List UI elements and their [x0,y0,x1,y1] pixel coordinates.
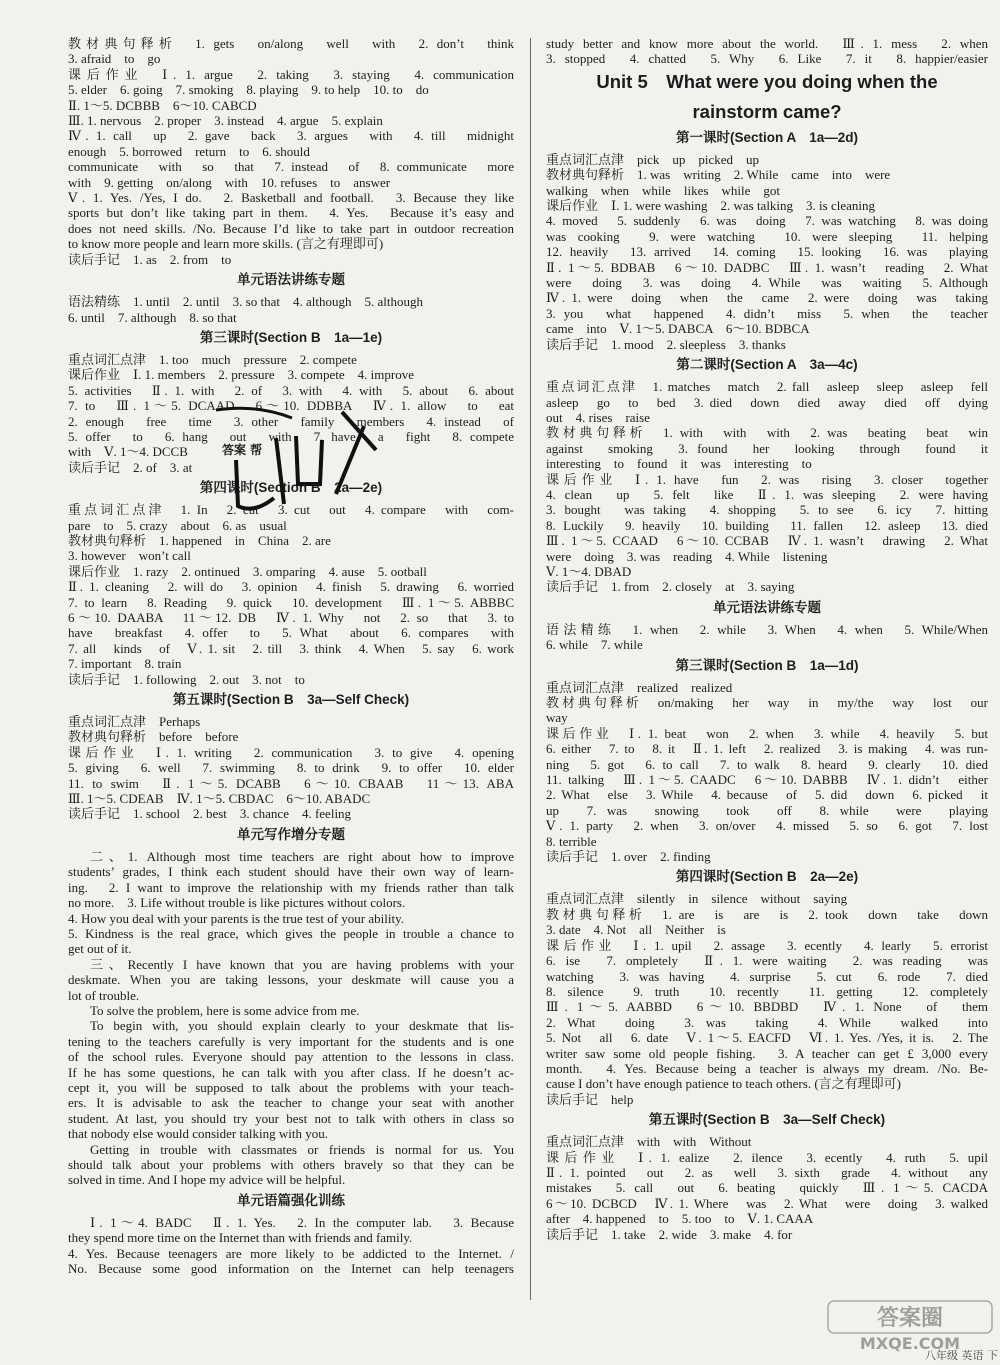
answer-line: 7. all kinds of Ⅴ. 1. sit 2. till 3. think 4. When 5. say 6. work [68,640,514,656]
answer-line: 4. moved 5. suddenly 6. was doing 7. was watching 8. was doing [546,213,988,229]
section-heading: 第二课时(Section A 3a—4c) [676,357,858,373]
answer-line: 重点词汇点津 pick up picked up [546,151,760,167]
answer-line: with Ⅴ. 1～4. DCCB [68,444,188,460]
section-heading: 第三课时(Section B 1a—1d) [675,657,859,673]
section-heading: 第五课时(Section B 3a—Self Check) [648,1112,886,1128]
answer-line: Ⅱ. 1. pointed out 2. as well 3. sixth grade 4. without any [546,1164,988,1180]
answer-line: 课后作业 Ⅰ. 1. were washing 2. was talking 3. is cleaning [546,198,875,214]
answer-line: 3. date 4. Not all Neither is [546,922,726,938]
answer-line: 读后手记 1. as 2. from to [68,251,232,267]
answer-line: ers. It is advisable to ask the teacher to change your seat with another [68,1095,514,1111]
answer-line: Ⅲ. 1～5. CDEAB Ⅳ. 1～5. CBDAC 6～10. ABADC [68,791,371,807]
answer-line: 课后作业 Ⅰ. 1. members 2. pressure 3. compete 4. improve [68,367,414,383]
answer-line: 6～10. DAABA 11～12. DB Ⅳ. 1. Why not 2. so that 3. to [68,610,514,625]
answer-line: deskmate. When you are taking lessons, your deskmate will cause you a [68,972,514,988]
answer-line: 6. ise 7. ompletely Ⅱ. 1. were waiting 2. was reading was [546,953,988,969]
answer-line: 重点词汇点津 1. matches match 2. fall asleep sleep asleep fell [546,379,988,395]
section-heading: 单元语法讲练专题 [713,599,821,615]
answer-line: 5. Kindness is the real grace, which gives the people in trouble a chance to [68,925,514,941]
answer-line: tening to the teachers carefully is very important for the students and is one [68,1033,514,1049]
answer-line: 重点词汇点津 with with Without [546,1134,752,1150]
answer-line: 5. elder 6. going 7. smoking 8. playing 9. to help 10. to do [68,82,429,98]
answer-line: Ⅱ. 1. cleaning 2. will do 3. opinion 4. finish 5. drawing 6. worried [68,579,514,595]
answer-line: 重点词汇点津 1. In 2. cut 3. cut out 4. compare with com- [68,502,514,518]
answer-line: out 4. rises raise [546,409,650,425]
answer-line: get out of it. [68,941,132,957]
answer-line: that nobody else would consider talking with you. [68,1126,328,1142]
answer-line: 课后作业 Ⅰ. 1. beat won 2. when 3. while 4. heavily 5. but [546,725,988,741]
answer-line: 重点词汇点津 Perhaps [68,714,201,730]
section-heading: 第三课时(Section B 1a—1e) [199,329,383,345]
answer-line: 重点词汇点津 1. too much pressure 2. compete [68,351,357,367]
section-heading: 第一课时(Section A 1a—2d) [675,129,859,145]
answer-line: 11. to swim Ⅱ. 1～5. DCABB 6～10. CBAAB 11～13. ABA [68,775,514,791]
unit-title: rainstorm came? [692,100,842,122]
answer-line: ning 5. got 6. to call 7. to walk 8. heard 9. clearly 10. died [546,756,988,772]
answer-line: Ⅳ. 1. were doing when the came 2. were doing was taking [546,290,988,306]
answer-line: 读后手记 1. mood 2. sleepless 3. thanks [546,336,786,352]
answer-line: study better and know more about the world. Ⅲ. 1. mess 2. when [546,36,988,51]
answer-line: came into Ⅴ. 1～5. DABCA 6～10. BDBCA [546,321,810,337]
answer-line: walking when while likes while got [546,182,780,198]
answer-line: 12. heavily 13. arrived 14. coming 15. looking 16. was playing [546,244,988,260]
answer-line: 4. How you deal with your parents is the true test of your ability. [68,910,405,926]
answer-line: Ⅴ. 1～4. DBAD [546,563,632,579]
answer-line: solved in time. And I hope my advice will be helpful. [68,1172,346,1188]
answer-line: 重点词汇点津 silently in silence without saying [546,891,848,907]
stamp-text: 答案 帮 [222,443,263,457]
answer-line: Ⅰ. 1～4. BADC Ⅱ. 1. Yes. 2. In the computer lab. 3. Because [90,1214,514,1230]
answer-line: Ⅳ. 1. call up 2. gave back 3. argues with 4. till midnight [68,128,514,144]
answer-line: 语法精练 1. until 2. until 3. so that 4. although 5. although [68,294,423,310]
answer-line: Ⅲ. 1. nervous 2. proper 3. instead 4. argue 5. explain [68,113,383,129]
answer-line: they spend more time on the Internet than with friends and family. [68,1230,413,1246]
answer-line: 课后作业 Ⅰ. 1. argue 2. taking 3. staying 4. communication [68,66,514,82]
answer-line: 5. offer to 6. hang out with 7. have a fight 8. compete [68,428,514,444]
answer-line: were doing 3. was reading 4. While listening [546,548,828,564]
answer-line: cept it, you will be supposed to talk about the problems with your teach- [68,1079,514,1095]
answer-line: after 4. happened to 5. too to Ⅴ. 1. CAAA [546,1211,814,1227]
answer-line: 读后手记 2. of 3. at [68,459,193,475]
answer-line: To solve the problem, here is some advice from me. [90,1002,360,1018]
answer-line: 教材典句释析 1. was writing 2. While came into were [546,167,891,183]
answer-line: 4. Yes. Because teenagers are more likely to be addicted to the Internet. / [68,1245,514,1261]
answer-line: Ⅲ. 1～5. AABBD 6～10. BBDBD Ⅳ. 1. None of them [546,999,988,1015]
answer-line: Getting in trouble with classmates or friends is normal for us. You [90,1141,514,1157]
answer-column-left [68,36,514,1276]
answer-line: 教材典句释析 1. gets on/along well with 2. don’t think [68,36,514,51]
answer-line: 教材典句释析 1. with with with 2. was beating beat win [546,425,988,441]
answer-line: pare to 5. crazy about 6. as usual [68,517,287,533]
answer-line: does not need skills. /No. Because I’d like to take part in outdoor recreation [68,220,514,236]
answer-line: Ⅲ. 1～5. CCAAD 6～10. CCBAB Ⅳ. 1. wasn’t drawing 2. What [546,533,988,549]
answer-line: 7. to learn 8. Reading 9. quick 10. development Ⅲ. 1～5. ABBBC [68,594,514,610]
column-divider [530,38,531,1300]
answer-line: 教材典句释析 1. are is are is 2. took down take down [546,906,988,922]
answer-line: 课后作业 Ⅰ. 1. ealize 2. ilence 3. ecently 4. ruth 5. upil [546,1149,988,1165]
answer-line: No. Because some good information on the Internet can help teenagers [68,1261,514,1277]
section-heading: 单元语法讲练专题 [237,272,345,288]
answer-line: 课后作业 Ⅰ. 1. have fun 2. was rising 3. closer together [546,471,988,487]
answer-line: 6. either 7. to 8. it Ⅱ. 1. left 2. realized 3. is making 4. was run- [546,741,988,757]
section-heading: 单元语篇强化训练 [237,1192,345,1208]
answer-line: was cooking 9. were watching 10. were sleeping 11. helping [546,228,988,244]
answer-line: lot of trouble. [68,987,140,1003]
answer-line: month. 4. Yes. Because being a teacher is always my dream. /No. Be- [546,1060,988,1076]
answer-line: 6～10. DCBCD Ⅳ. 1. Where was 2. What were doing 3. walked [546,1195,988,1211]
answer-line: 读后手记 1. over 2. finding [546,849,711,865]
answer-line: 课后作业 1. razy 2. ontinued 3. omparing 4. ause 5. ootball [68,563,427,579]
answer-line: interesting to found it was interesting to [546,456,812,472]
answer-line: 3. afraid to go [68,51,161,67]
answer-line: 教材典句释析 1. happened in China 2. are [68,532,331,548]
answer-line: students’ grades, I think each student should have their own way of learn- [68,864,514,880]
page-corner-label: 八年级 英语 下 [925,1349,998,1362]
answer-line: 11. talking Ⅲ. 1～5. CAADC 6～10. DABBB Ⅳ. 1. didn’t either [546,772,988,788]
answer-line: Ⅱ. 1～5. DCBBB 6～10. CABCD [68,97,257,113]
answer-line: 3. however won’t call [68,548,191,564]
answer-line: 二、1. Although most time teachers are right about how to improve [90,848,514,864]
answer-line: 读后手记 1. take 2. wide 3. make 4. for [546,1226,793,1242]
answer-line: 8. silence 9. truth 10. recently 11. getting 12. completely [546,983,988,999]
answer-line: writer saw some old people fishing. 3. A teacher can get £ 3,000 every [546,1045,988,1061]
answer-line: 6. until 7. although 8. so that [68,309,237,325]
answer-line: 2. What else 3. While 4. because of 5. did down 6. picked it [546,787,988,803]
section-heading: 单元写作增分专题 [237,826,345,842]
answer-line: Ⅱ. 1～5. BDBAB 6～10. DADBC Ⅲ. 1. wasn’t reading 2. What [546,259,988,275]
answer-line: should talk about your problems with others bravely so that they can be [68,1157,514,1172]
answer-line: enough 5. borrowed return to 6. should [68,143,310,159]
answer-line: with 9. getting on/along with 10. refuses to answer [68,174,391,190]
answer-line: 读后手记 1. school 2. best 3. chance 4. feeling [68,806,352,822]
watermark-main: 答案圈 [876,1306,944,1331]
answer-column-right [546,36,988,1242]
section-heading: 第四课时(Section B 2a—2e) [199,480,383,496]
watermark-sub: MXQE.COM [859,1334,961,1353]
site-watermark [826,1297,994,1353]
answer-line: 7. important 8. train [68,656,182,672]
answer-line: 教材典句释析 on/making her way in my/the way lost our [546,695,988,710]
answer-line: against smoking 3. found her looking through found it [546,440,988,456]
answer-line: 3. stopped 4. chatted 5. Why 6. Like 7. it 8. happier/easier [546,51,988,67]
answer-line: 读后手记 help [546,1091,634,1107]
answer-line: 4. clean up 5. felt like Ⅱ. 1. was sleeping 2. were having [546,486,988,502]
section-heading: 第五课时(Section B 3a—Self Check) [172,692,410,708]
answer-line: 读后手记 1. from 2. closely at 3. saying [546,579,795,595]
answer-line: 教材典句释析 before before [68,729,239,745]
answer-line: If he has some questions, he can talk with you after class. If he doesn’t ac- [68,1064,514,1080]
answer-line: 2. enough free time 3. other family members 4. instead of [68,413,514,429]
answer-line: Ⅴ. 1. Yes. /Yes, I do. 2. Basketball and football. 3. Because they like [68,190,514,206]
answer-line: 课后作业 Ⅰ. 1. writing 2. communication 3. to give 4. opening [68,744,514,760]
answer-line: 3. bought was taking 4. shopping 5. to see 6. icy 7. hitting [546,502,988,518]
answer-line: no more. 3. Life without trouble is like pictures without colors. [68,895,406,911]
answer-line: 三、Recently I have known that you are having problems with your [90,956,514,972]
answer-line: watching 3. was having 4. surprise 5. cut 6. rode 7. died [546,968,988,984]
answer-line: up 7. was snowing took off 8. while were playing [546,802,988,818]
section-heading: 第四课时(Section B 2a—2e) [675,869,859,885]
answer-line: 重点词汇点津 realized realized [546,679,733,695]
answer-line: of the school rules. Everyone should pay attention to the lessons in class. [68,1049,514,1065]
answer-line: sports but don’t like taking part in them. 4. Yes. Because it’s easy and [68,205,514,221]
answer-line: 读后手记 1. following 2. out 3. not to [68,671,305,687]
answer-line: have breakfast 4. offer to 5. What about 6. compares with [68,625,514,641]
answer-line: 7. to Ⅲ. 1～5. DCAAD 6～10. DDBBA Ⅳ. 1. allow to eat [68,398,514,414]
answer-line: mistakes 5. call out 6. beating quickly Ⅲ. 1～5. CACDA [546,1180,988,1196]
answer-line: asleep go to bed 3. died down died away died off dying [546,394,988,410]
answer-line: 课后作业 Ⅰ. 1. upil 2. assage 3. ecently 4. learly 5. errorist [546,937,988,953]
answer-line: 语法精练 1. when 2. while 3. When 4. when 5. While/When [546,621,988,637]
answer-line: To begin with, you should explain clearly to your deskmate that lis- [90,1018,514,1034]
answer-line: student. At last, you should try your best not to talk with others in class so [68,1110,514,1126]
answer-line: 5. activities Ⅱ. 1. with 2. of 3. with 4. with 5. about 6. about [68,382,514,398]
answer-line: 6. while 7. while [546,637,643,653]
answer-line: 2. What doing 3. was taking 4. While walked into [546,1014,988,1030]
answer-line: 3. you what happened 4. didn’t miss 5. when the teacher [546,305,988,321]
answer-line: 5. Not all 6. date Ⅴ. 1～5. EACFD Ⅵ. 1. Yes. /Yes, it is. 2. The [546,1030,988,1046]
answer-line: communicate with so that 7. instead of 8. communicate more [68,159,514,175]
unit-title: Unit 5 What were you doing when the [596,70,938,92]
answer-line: 8. Luckily 9. heavily 10. building 11. fallen 12. asleep 13. died [546,517,988,533]
answer-line: were doing 3. was doing 4. While was waiting 5. Although [546,275,988,291]
answer-line: 5. giving 6. well 7. swimming 8. to drink 9. to offer 10. elder [68,760,514,776]
answer-line: 8. terrible [546,833,597,849]
answer-line: Ⅴ. 1. party 2. when 3. on/over 4. missed 5. so 6. got 7. lost [546,818,988,834]
answer-line: to know more people and learn more skills. (言之有理即可) [68,236,384,252]
answer-line: ing. 2. I want to improve the relationship with my friends rather than talk [68,879,514,895]
answer-line: way [546,710,568,726]
answer-line: cause I don’t have enough patience to teach others. (言之有理即可) [546,1076,901,1092]
